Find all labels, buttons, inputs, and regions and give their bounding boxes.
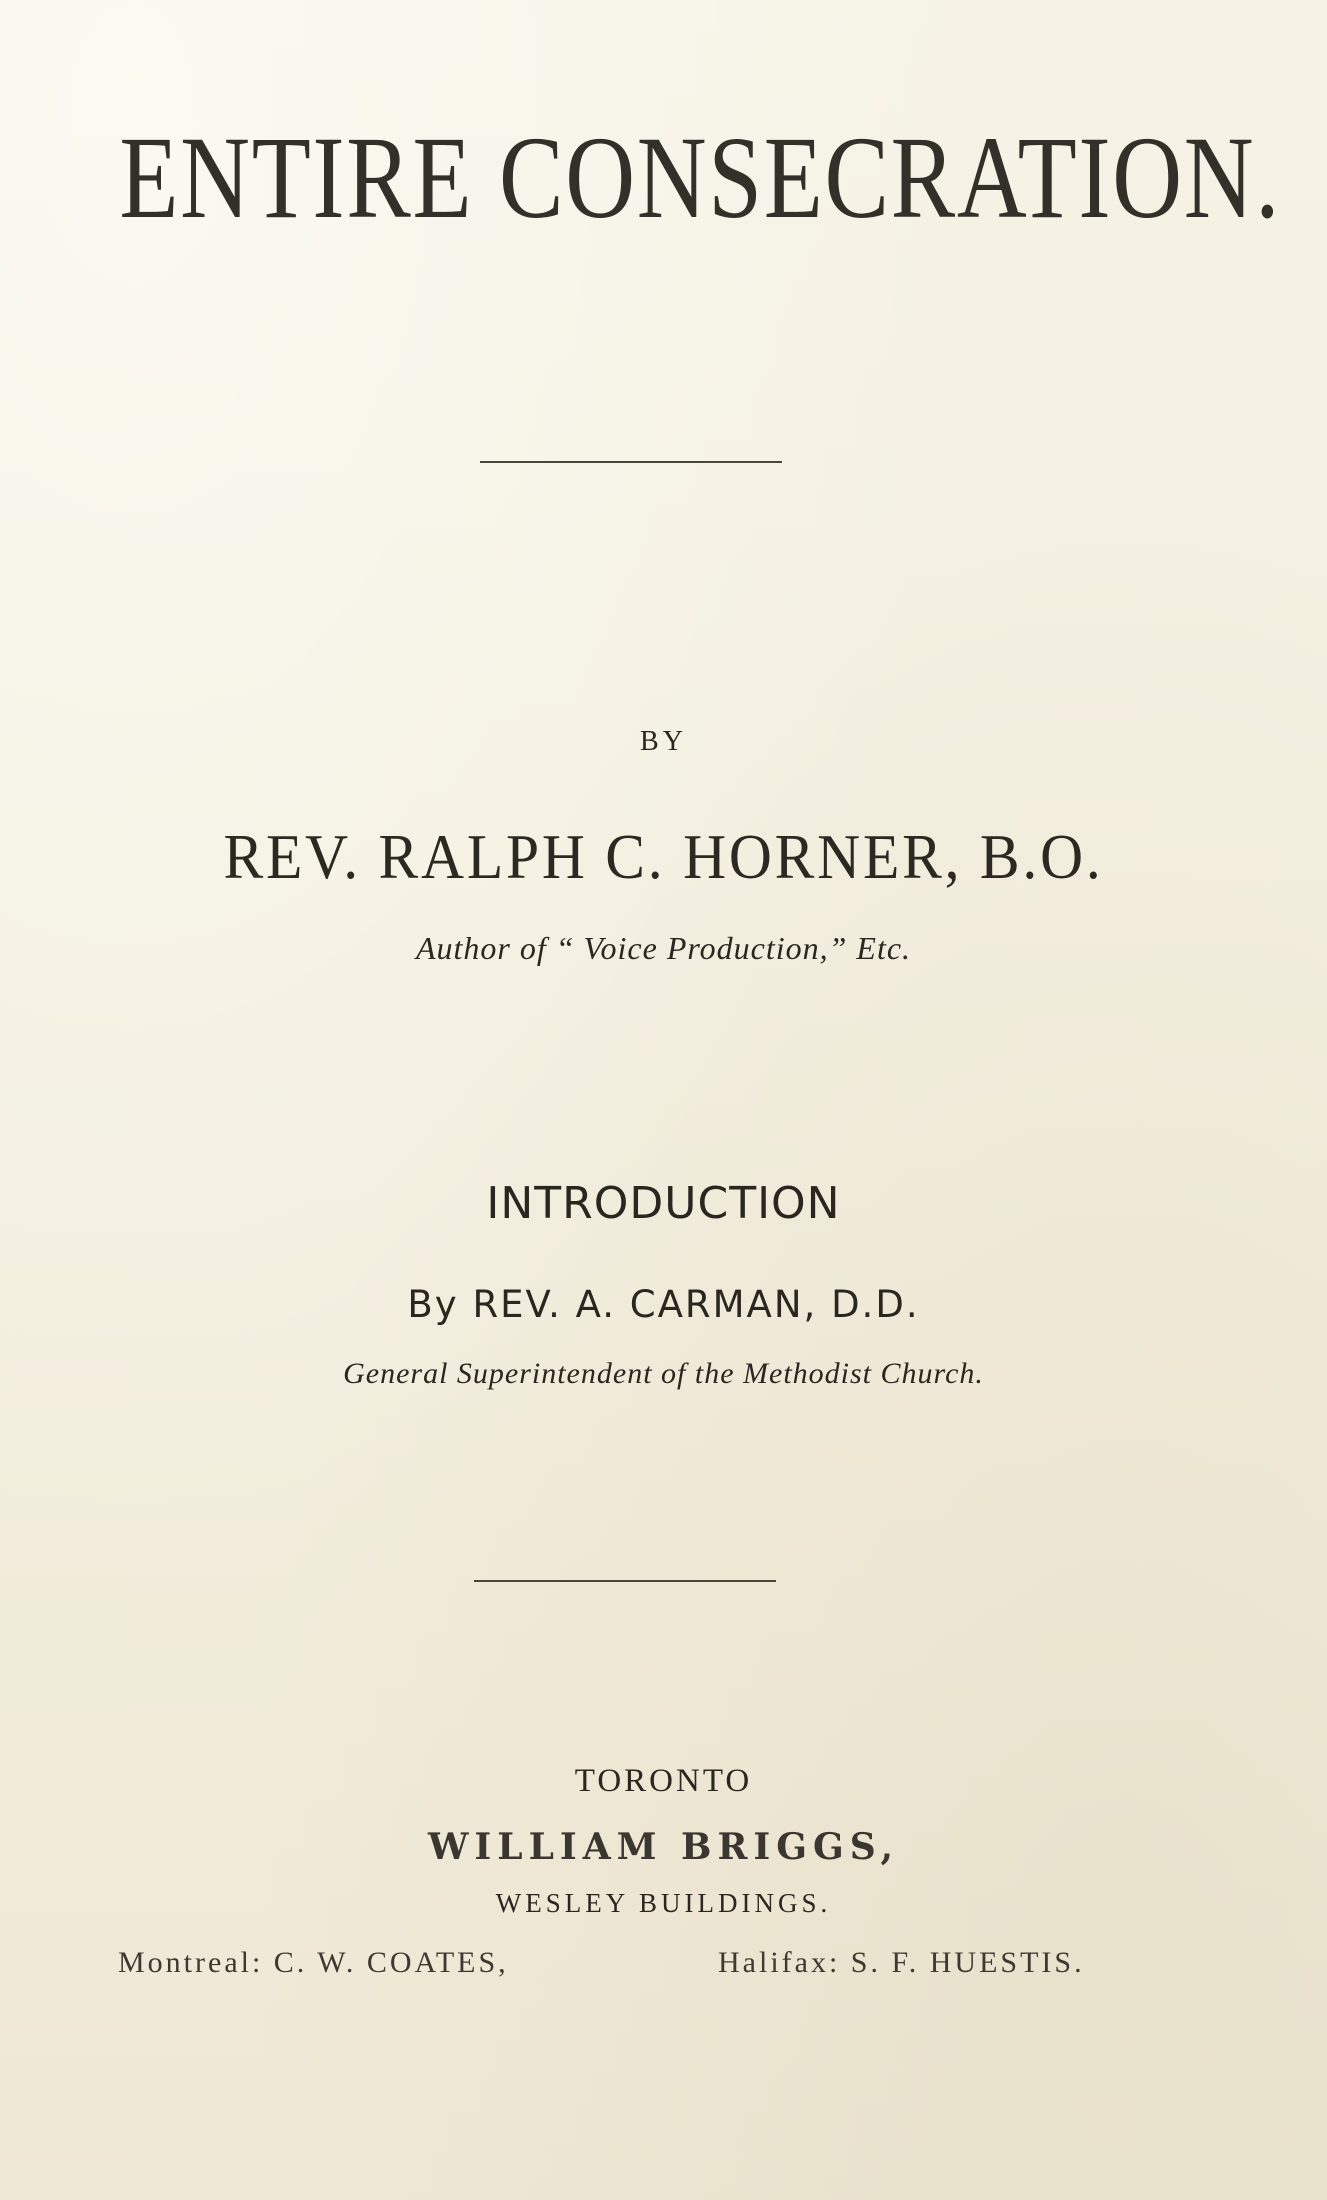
bottom-divider-rule [474, 1580, 776, 1582]
top-divider-rule [480, 461, 782, 463]
publisher-city: TORONTO [574, 1763, 753, 1799]
by-label: BY [640, 726, 687, 757]
publisher-address: WESLEY BUILDINGS. [495, 1888, 832, 1918]
author-credits: Author of “ Voice Production,” Etc. [415, 930, 912, 966]
introduction-author-role: General Superintendent of the Methodist Church. [343, 1357, 984, 1390]
publisher-name: WILLIAM BRIGGS, [428, 1826, 899, 1868]
introduction-heading: INTRODUCTION [486, 1178, 841, 1229]
introduction-author: By REV. A. CARMAN, D.D. [407, 1283, 920, 1326]
author-name: REV. RALPH C. HORNER, B.O. [223, 821, 1104, 892]
montreal-agent: Montreal: C. W. COATES, [118, 1946, 509, 1979]
halifax-agent: Halifax: S. F. HUESTIS. [718, 1946, 1085, 1979]
book-title: ENTIRE CONSECRATION. [119, 112, 1282, 243]
